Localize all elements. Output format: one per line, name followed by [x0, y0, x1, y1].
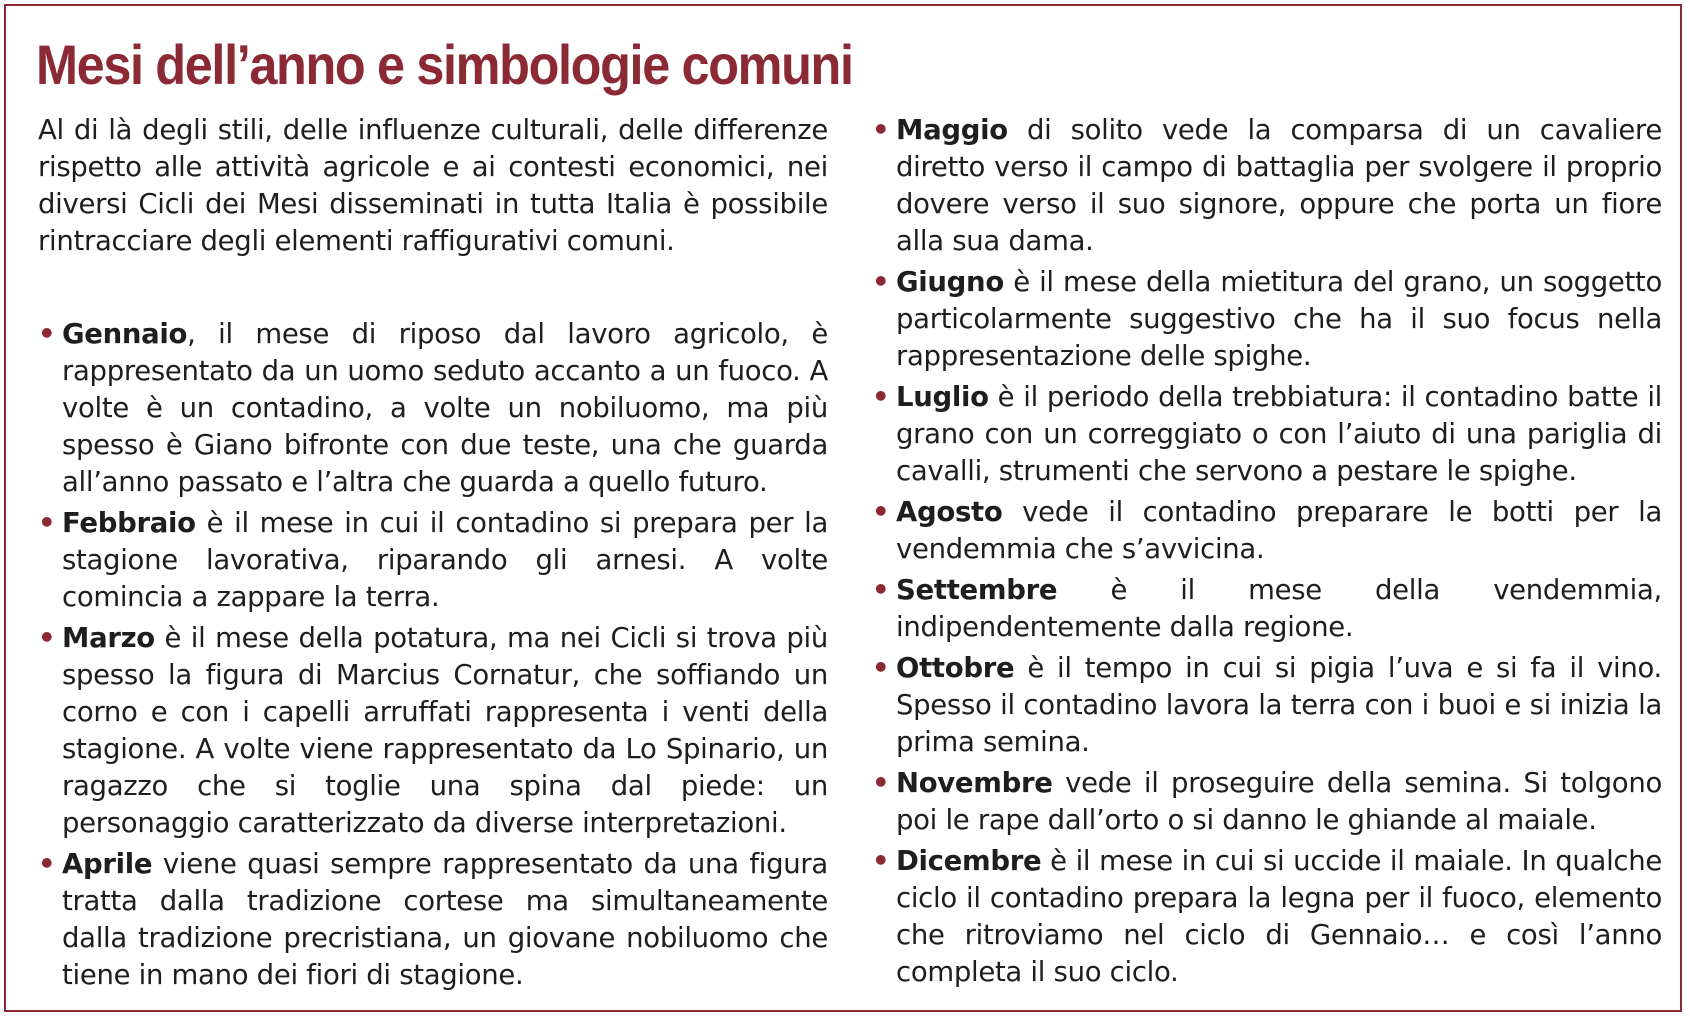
- list-item-dicembre: [872, 843, 1662, 991]
- month-name: Aprile: [62, 848, 153, 880]
- month-description: , il mese di riposo dal lavoro agricolo, è rappresentato da un uomo seduto accanto a un fuoco. A volte è un contadino, a volte un nobiluomo, ma più spesso è Giano bifronte con due teste, una che guarda all’anno passato e l’altra che guarda a quello futuro.: [62, 318, 828, 498]
- month-name: Gennaio: [62, 318, 188, 350]
- month-description: di solito vede la comparsa di un cavaliere diretto verso il campo di battaglia per svolgere il proprio dovere verso il suo signore, oppure che porta un fiore alla sua dama.: [896, 114, 1662, 257]
- month-description: vede il contadino preparare le botti per la vendemmia che s’avvicina.: [896, 496, 1662, 565]
- month-name: Ottobre: [896, 652, 1015, 684]
- list-item-luglio: [872, 379, 1662, 490]
- month-description: è il mese della vendemmia, indipendentemente dalla regione.: [896, 574, 1662, 643]
- month-name: Marzo: [62, 622, 155, 654]
- month-description: è il mese della mietitura del grano, un soggetto particolarmente suggestivo che ha il suo focus nella rappresentazione delle spighe.: [896, 266, 1662, 372]
- month-name: Settembre: [896, 574, 1058, 606]
- month-name: Dicembre: [896, 845, 1042, 877]
- month-description: è il mese in cui si uccide il maiale. In qualche ciclo il contadino prepara la legna per il fuoco, elemento che ritroviamo nel ciclo di Gennaio… e così l’anno completa il suo ciclo.: [896, 845, 1662, 988]
- month-description: vede il proseguire della semina. Si tolgono poi le rape dall’orto o si danno le ghiande al maiale.: [896, 767, 1662, 836]
- month-list-right: [872, 112, 1662, 991]
- page-title: Mesi dell’anno e simbologie comuni: [36, 33, 853, 96]
- list-item-maggio: [872, 112, 1662, 260]
- list-item-aprile: [38, 846, 828, 994]
- intro-paragraph: Al di là degli stili, delle influenze culturali, delle differenze rispetto alle attività agricole e ai contesti economici, nei diversi Cicli dei Mesi disseminati in tutta Italia è possibile rintracciare degli elementi raffigurativi comuni.: [38, 114, 828, 257]
- month-name: Agosto: [896, 496, 1003, 528]
- month-description: è il mese della potatura, ma nei Cicli si trova più spesso la figura di Marcius Cornatur, che soffiando un corno e con i capelli arruffati rappresenta i venti della stagione. A volte viene rappresentato da Lo Spinario, un ragazzo che si toglie una spina dal piede: un personaggio caratterizzato da diverse interpretazioni.: [62, 622, 828, 839]
- month-name: Novembre: [896, 767, 1053, 799]
- month-description: è il mese in cui il contadino si prepara per la stagione lavorativa, riparando gli arnesi. A volte comincia a zappare la terra.: [62, 507, 828, 613]
- list-item-settembre: [872, 572, 1662, 646]
- month-description: è il tempo in cui si pigia l’uva e si fa il vino. Spesso il contadino lavora la terra con i buoi e si inizia la prima semina.: [896, 652, 1662, 758]
- right-column: [872, 112, 1662, 995]
- list-item-agosto: [872, 494, 1662, 568]
- month-description: viene quasi sempre rappresentato da una figura tratta dalla tradizione cortese ma simultaneamente dalla tradizione precristiana, un giovane nobiluomo che tiene in mano dei fiori di stagione.: [62, 848, 828, 991]
- month-list-left: [38, 316, 828, 994]
- left-column: [38, 112, 828, 998]
- month-description: è il periodo della trebbiatura: il contadino batte il grano con un correggiato o con l’aiuto di una pariglia di cavalli, strumenti che servono a pestare le spighe.: [896, 381, 1662, 487]
- month-name: Maggio: [896, 114, 1008, 146]
- list-item-giugno: [872, 264, 1662, 375]
- list-item-novembre: [872, 765, 1662, 839]
- month-name: Giugno: [896, 266, 1004, 298]
- info-box: [4, 4, 1682, 1012]
- list-item-marzo: [38, 620, 828, 842]
- list-item-febbraio: [38, 505, 828, 616]
- month-name: Febbraio: [62, 507, 196, 539]
- list-item-gennaio: [38, 316, 828, 501]
- month-name: Luglio: [896, 381, 989, 413]
- list-item-ottobre: [872, 650, 1662, 761]
